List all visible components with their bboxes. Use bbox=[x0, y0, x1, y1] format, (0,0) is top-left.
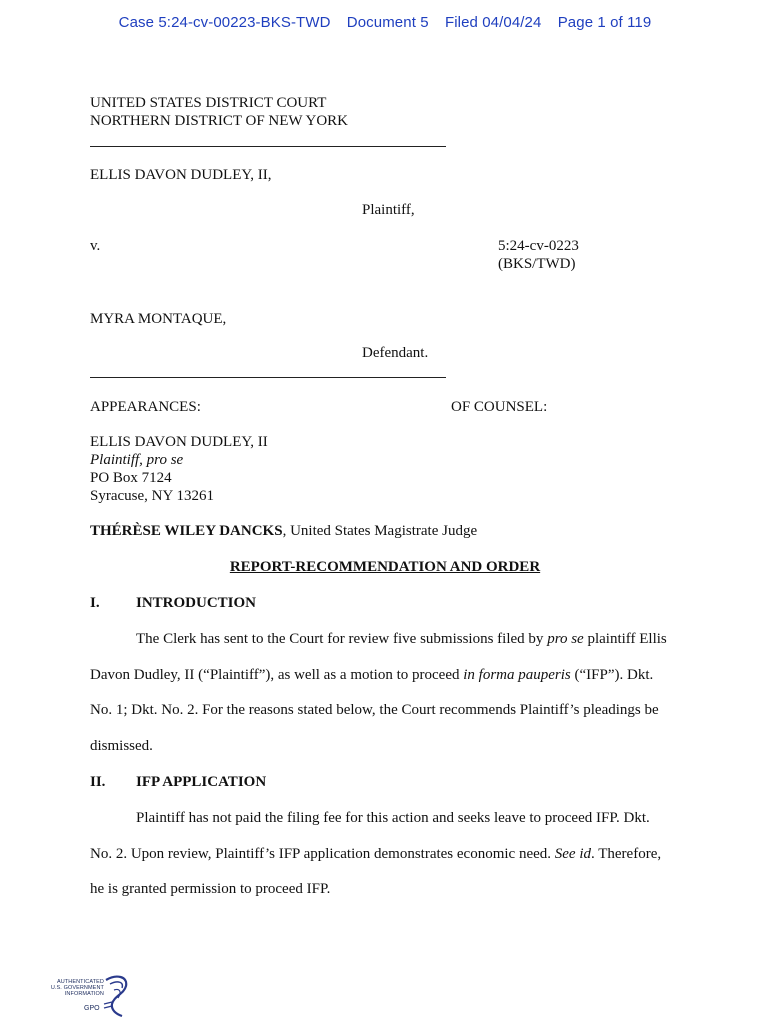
page-indicator: Page 1 of 119 bbox=[557, 14, 652, 31]
seal-text: AUTHENTICATED U.S. GOVERNMENT INFORMATION bbox=[50, 979, 104, 997]
gpo-authentication-seal bbox=[44, 974, 132, 1018]
document-title: REPORT-RECOMMENDATION AND ORDER bbox=[229, 559, 541, 575]
judge-line bbox=[90, 522, 477, 540]
court-name-line1: UNITED STATES DISTRICT COURT bbox=[90, 95, 327, 111]
appearance-address2: Syracuse, NY 13261 bbox=[90, 488, 215, 504]
defendant-name: MYRA MONTAQUE, bbox=[90, 311, 227, 327]
paragraph-line: No. 2. Upon review, Plaintiff’s IFP application demonstrates economic need. See id. Therefore, bbox=[90, 846, 662, 862]
appearance-role: Plaintiff, pro se bbox=[90, 452, 184, 468]
filing-header bbox=[0, 14, 770, 32]
paragraph-line: Davon Dudley, II (“Plaintiff”), as well as a motion to proceed in forma pauperis (“IFP”). Dkt. bbox=[90, 667, 654, 683]
case-number-caption: 5:24-cv-0223 bbox=[498, 238, 579, 254]
caption-rule-top bbox=[90, 146, 446, 147]
appearance-name: ELLIS DAVON DUDLEY, II bbox=[90, 434, 268, 450]
paragraph-line: Plaintiff has not paid the filing fee for this action and seeks leave to proceed IFP. Dkt. bbox=[136, 810, 650, 826]
seal-gpo-label: GPO bbox=[84, 1005, 100, 1012]
judge-name: THÉRÈSE WILEY DANCKS bbox=[90, 523, 283, 539]
paragraph-line: dismissed. bbox=[90, 738, 153, 754]
document-number: Document 5 bbox=[346, 14, 429, 31]
eagle-icon bbox=[102, 974, 130, 1018]
section-2-title: IFP APPLICATION bbox=[136, 774, 267, 790]
section-2-number: II. bbox=[90, 774, 106, 790]
caption-rule-bottom bbox=[90, 377, 446, 378]
court-name-line2: NORTHERN DISTRICT OF NEW YORK bbox=[90, 113, 348, 129]
section-1-number: I. bbox=[90, 595, 100, 611]
case-judges-caption: (BKS/TWD) bbox=[498, 256, 576, 272]
section-1-title: INTRODUCTION bbox=[136, 595, 257, 611]
versus: v. bbox=[90, 238, 101, 254]
paragraph-line: he is granted permission to proceed IFP. bbox=[90, 881, 331, 897]
paragraph-line: The Clerk has sent to the Court for review five submissions filed by pro se plaintiff Ellis bbox=[136, 631, 667, 647]
appearances-label: APPEARANCES: bbox=[90, 399, 201, 415]
of-counsel-label: OF COUNSEL: bbox=[451, 399, 548, 415]
plaintiff-name: ELLIS DAVON DUDLEY, II, bbox=[90, 167, 272, 183]
appearance-address1: PO Box 7124 bbox=[90, 470, 172, 486]
plaintiff-role: Plaintiff, bbox=[362, 202, 415, 218]
defendant-role: Defendant. bbox=[362, 345, 429, 361]
judge-title: , United States Magistrate Judge bbox=[282, 523, 478, 539]
paragraph-line: No. 1; Dkt. No. 2. For the reasons stated below, the Court recommends Plaintiff’s pleadings be bbox=[90, 702, 659, 718]
case-number: Case 5:24-cv-00223-BKS-TWD bbox=[118, 14, 331, 31]
filed-date: Filed 04/04/24 bbox=[444, 14, 542, 31]
